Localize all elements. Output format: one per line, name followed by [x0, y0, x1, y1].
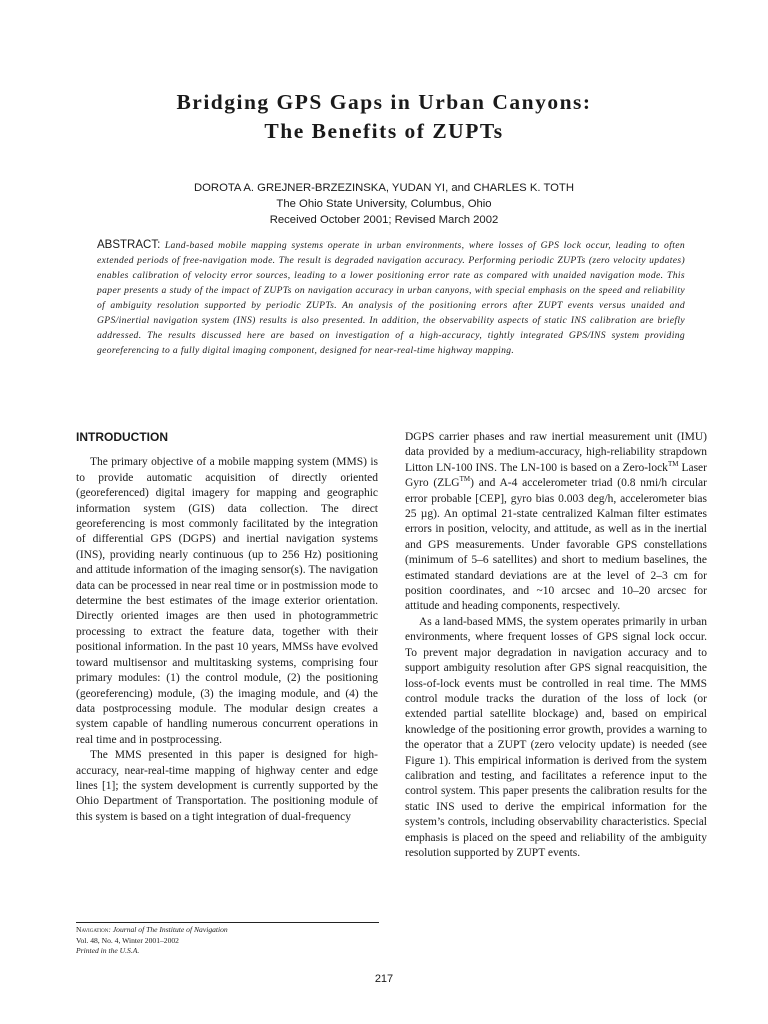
title-line-1: Bridging GPS Gaps in Urban Canyons: — [176, 90, 592, 114]
page-number: 217 — [374, 973, 394, 985]
intro-paragraph-2: The MMS presented in this paper is designed for high-accuracy, near-real-time mapping of highway center and edge lines [1]; the system development is currently supported by the Ohio Department of Transportation. The positioning module of this system is based on a tight integration of dual-frequency — [76, 749, 378, 823]
journal-name-rest: : Journal of The Institute of Navigation — [108, 925, 228, 934]
received-dates: Received October 2001; Revised March 2002 — [269, 214, 499, 226]
right-column — [405, 430, 707, 861]
journal-name-sc: Navigation — [76, 925, 109, 934]
intro-paragraph-4: As a land-based MMS, the system operates primarily in urban environments, where frequent losses of GPS signal lock occur. To prevent major degradation in navigation accuracy and to support ambiguity resolution after GPS signal reacquisition, the loss-of-lock events must be controlled in real time. The MMS control module tracks the duration of the loss of lock (or extended partial satellite blockage) and, based on empirical knowledge of the positioning error growth, provides a warning to the operator that a ZUPT (zero velocity update) is needed (see Figure 1). This empirical information is derived from the system calibration and testing, and facilitates a reference input to the control system. This paper presents the calibration results for the static INS used to derive the empirical information for the system’s controls, including observability characteristics. Special emphasis is placed on the speed and reliability of the ambiguity resolution supported by ZUPT events. — [405, 615, 707, 859]
author-names: DOROTA A. GREJNER-BRZEZINSKA, YUDAN YI, and CHARLES K. TOTH — [193, 182, 574, 194]
footnote — [76, 925, 386, 957]
section-heading: INTRODUCTION — [76, 430, 168, 444]
p3-part-c: ) and A-4 accelerometer triad (0.8 nmi/h circular error probable [CEP], gyro bias 0.003 deg/h, accelerometer bias 25 µg). An optimal 21-state centralized Kalman filter estimates errors in position, velocity, and attitude, as well as in the inertial and GPS measurements. Under favorable GPS constellations (minimum of 5–6 satellites) and short to medium baselines, the estimated standard deviations are at the level of 2–3 cm for position coordinates, and ~10 arcsec and 10–20 arcsec for attitude and heading components, respectively. — [405, 477, 707, 613]
intro-paragraph-1: The primary objective of a mobile mapping system (MMS) is to provide automatic acquisition of directly oriented (georeferenced) digital imagery for mapping and geographic information system (GIS) data collection. The direct georeferencing is most commonly facilitated by the integration of differential GPS (DGPS) and inertial navigation systems (INS), providing nearly continuous (up to 256 Hz) positioning and attitude information of the imaging sensor(s). The navigation data can be processed in near real time or in postmission mode to determine the best estimates of the image exterior orientation. Directly oriented images are then used in photogrammetric processing to extract the feature data, together with their positional information. In the past 10 years, MMSs have evolved toward multisensor and multitasking systems, comprising four primary modules: (1) the control module, (2) the positioning (georeferencing) module, (3) the imaging module, and (4) the data postprocessing module. The modular design creates a system capable of handling numerous concurrent operations in real time and in postprocessing. — [76, 456, 378, 746]
affiliation: The Ohio State University, Columbus, Ohio — [276, 198, 492, 210]
abstract-text: Land-based mobile mapping systems operate in urban environments, where losses of GPS lock occur, leading to often extended periods of free-navigation mode. The result is degraded navigation accuracy. Performing periodic ZUPTs (zero velocity updates) enables calibration of velocity error sources, leading to a lower positioning error rate as compared with unaided navigation mode. This paper presents a study of the impact of ZUPTs on navigation accuracy in urban canyons, with special emphasis on the speed and reliability of ambiguity resolution supported by periodic ZUPTs. An analysis of the positioning errors after ZUPT events versus unaided and GPS/inertial navigation system (INS) results is also presented. In addition, the observability aspects of static INS calibration are briefly addressed. The results discussed here are based on investigation of a high-accuracy, tightly integrated GPS/INS system providing georeferencing to a fully digital imaging component, designed for near-real-time highway mapping. — [97, 240, 685, 356]
trademark-mark-2: TM — [459, 475, 471, 484]
footnote-volume: Vol. 48, No. 4, Winter 2001–2002 — [76, 935, 179, 945]
abstract — [97, 238, 685, 358]
author-block — [0, 180, 768, 228]
trademark-mark-1: TM — [667, 459, 679, 468]
p3-part-b: Laser Gyro (ZLG — [405, 461, 707, 490]
intro-paragraph-3 — [405, 430, 707, 615]
footnote-journal — [76, 925, 386, 936]
title-line-2: The Benefits of ZUPTs — [264, 119, 504, 143]
p3-part-a: DGPS carrier phases and raw inertial measurement unit (IMU) data provided by a medium-accuracy, high-reliability strapdown Litton LN-100 INS. The LN-100 is based on a Zero-lock — [405, 431, 707, 474]
abstract-label: ABSTRACT: — [97, 239, 161, 251]
paper-title — [0, 88, 768, 146]
footnote-rule — [76, 922, 379, 923]
footnote-printed: Printed in the U.S.A. — [76, 946, 140, 955]
left-column — [76, 430, 378, 825]
